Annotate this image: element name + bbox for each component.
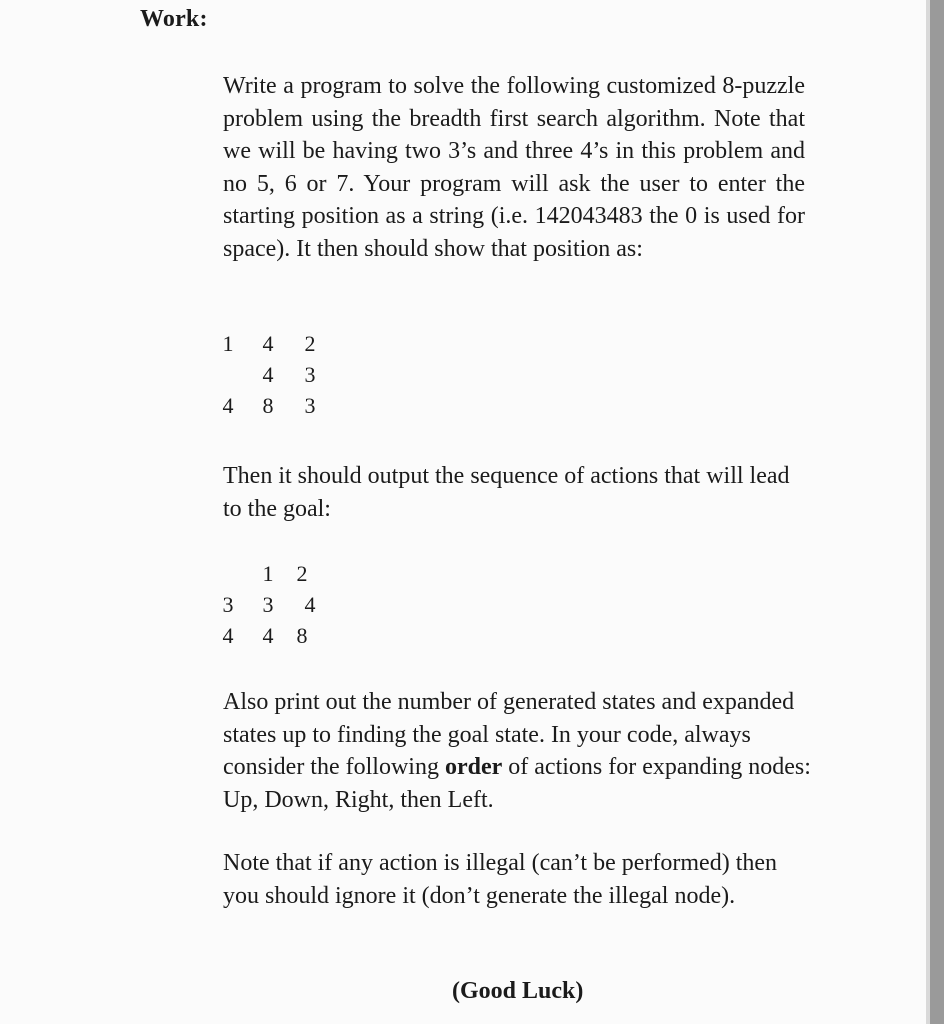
grid-cell: 4 bbox=[222, 393, 234, 418]
grid-cell: 4 bbox=[222, 623, 234, 648]
stats-text-end: of actions for expanding nodes: Up, Down, Right, then Left. bbox=[223, 754, 811, 813]
page-edge-bar bbox=[930, 0, 944, 1024]
grid-cell: 1 bbox=[262, 561, 274, 586]
problem-description: Write a program to solve the following customized 8-puzzle problem using the breadth first search algorithm. Note that we will be having two 3’s and three 4’s in this problem and no 5, 6 or 7. Your program will ask the user to enter the starting position as a string (i.e. 142043483 the 0 is used for space). It then should show that position as: bbox=[223, 73, 805, 262]
grid-cell: 8 bbox=[296, 623, 308, 648]
grid-cell: 4 bbox=[304, 592, 316, 617]
output-instructions: Then it should output the sequence of actions that will lead to the goal: bbox=[223, 463, 790, 522]
grid-cell: 3 bbox=[222, 592, 234, 617]
stats-instructions bbox=[223, 686, 813, 816]
stats-text-start: Also print out the number of generated states and expanded states up to finding the goal state. In your code, always consider the following bbox=[223, 689, 795, 780]
grid-cell: 4 bbox=[262, 623, 274, 648]
emphasis-order: order bbox=[444, 754, 503, 780]
grid-cell: 3 bbox=[304, 362, 316, 387]
grid-cell: 2 bbox=[296, 561, 308, 586]
grid-cell: 3 bbox=[304, 393, 316, 418]
grid-cell: 4 bbox=[262, 362, 274, 387]
closing-remark: (Good Luck) bbox=[452, 978, 584, 1004]
grid-cell: 4 bbox=[262, 331, 274, 356]
illegal-action-note: Note that if any action is illegal (can’t be performed) then you should ignore it (don’t generate the illegal node). bbox=[223, 850, 778, 909]
grid-cell: 1 bbox=[222, 331, 234, 356]
grid-cell: 2 bbox=[304, 331, 316, 356]
section-heading: Work: bbox=[140, 6, 208, 32]
grid-cell: 3 bbox=[262, 592, 274, 617]
grid-cell: 8 bbox=[262, 393, 274, 418]
